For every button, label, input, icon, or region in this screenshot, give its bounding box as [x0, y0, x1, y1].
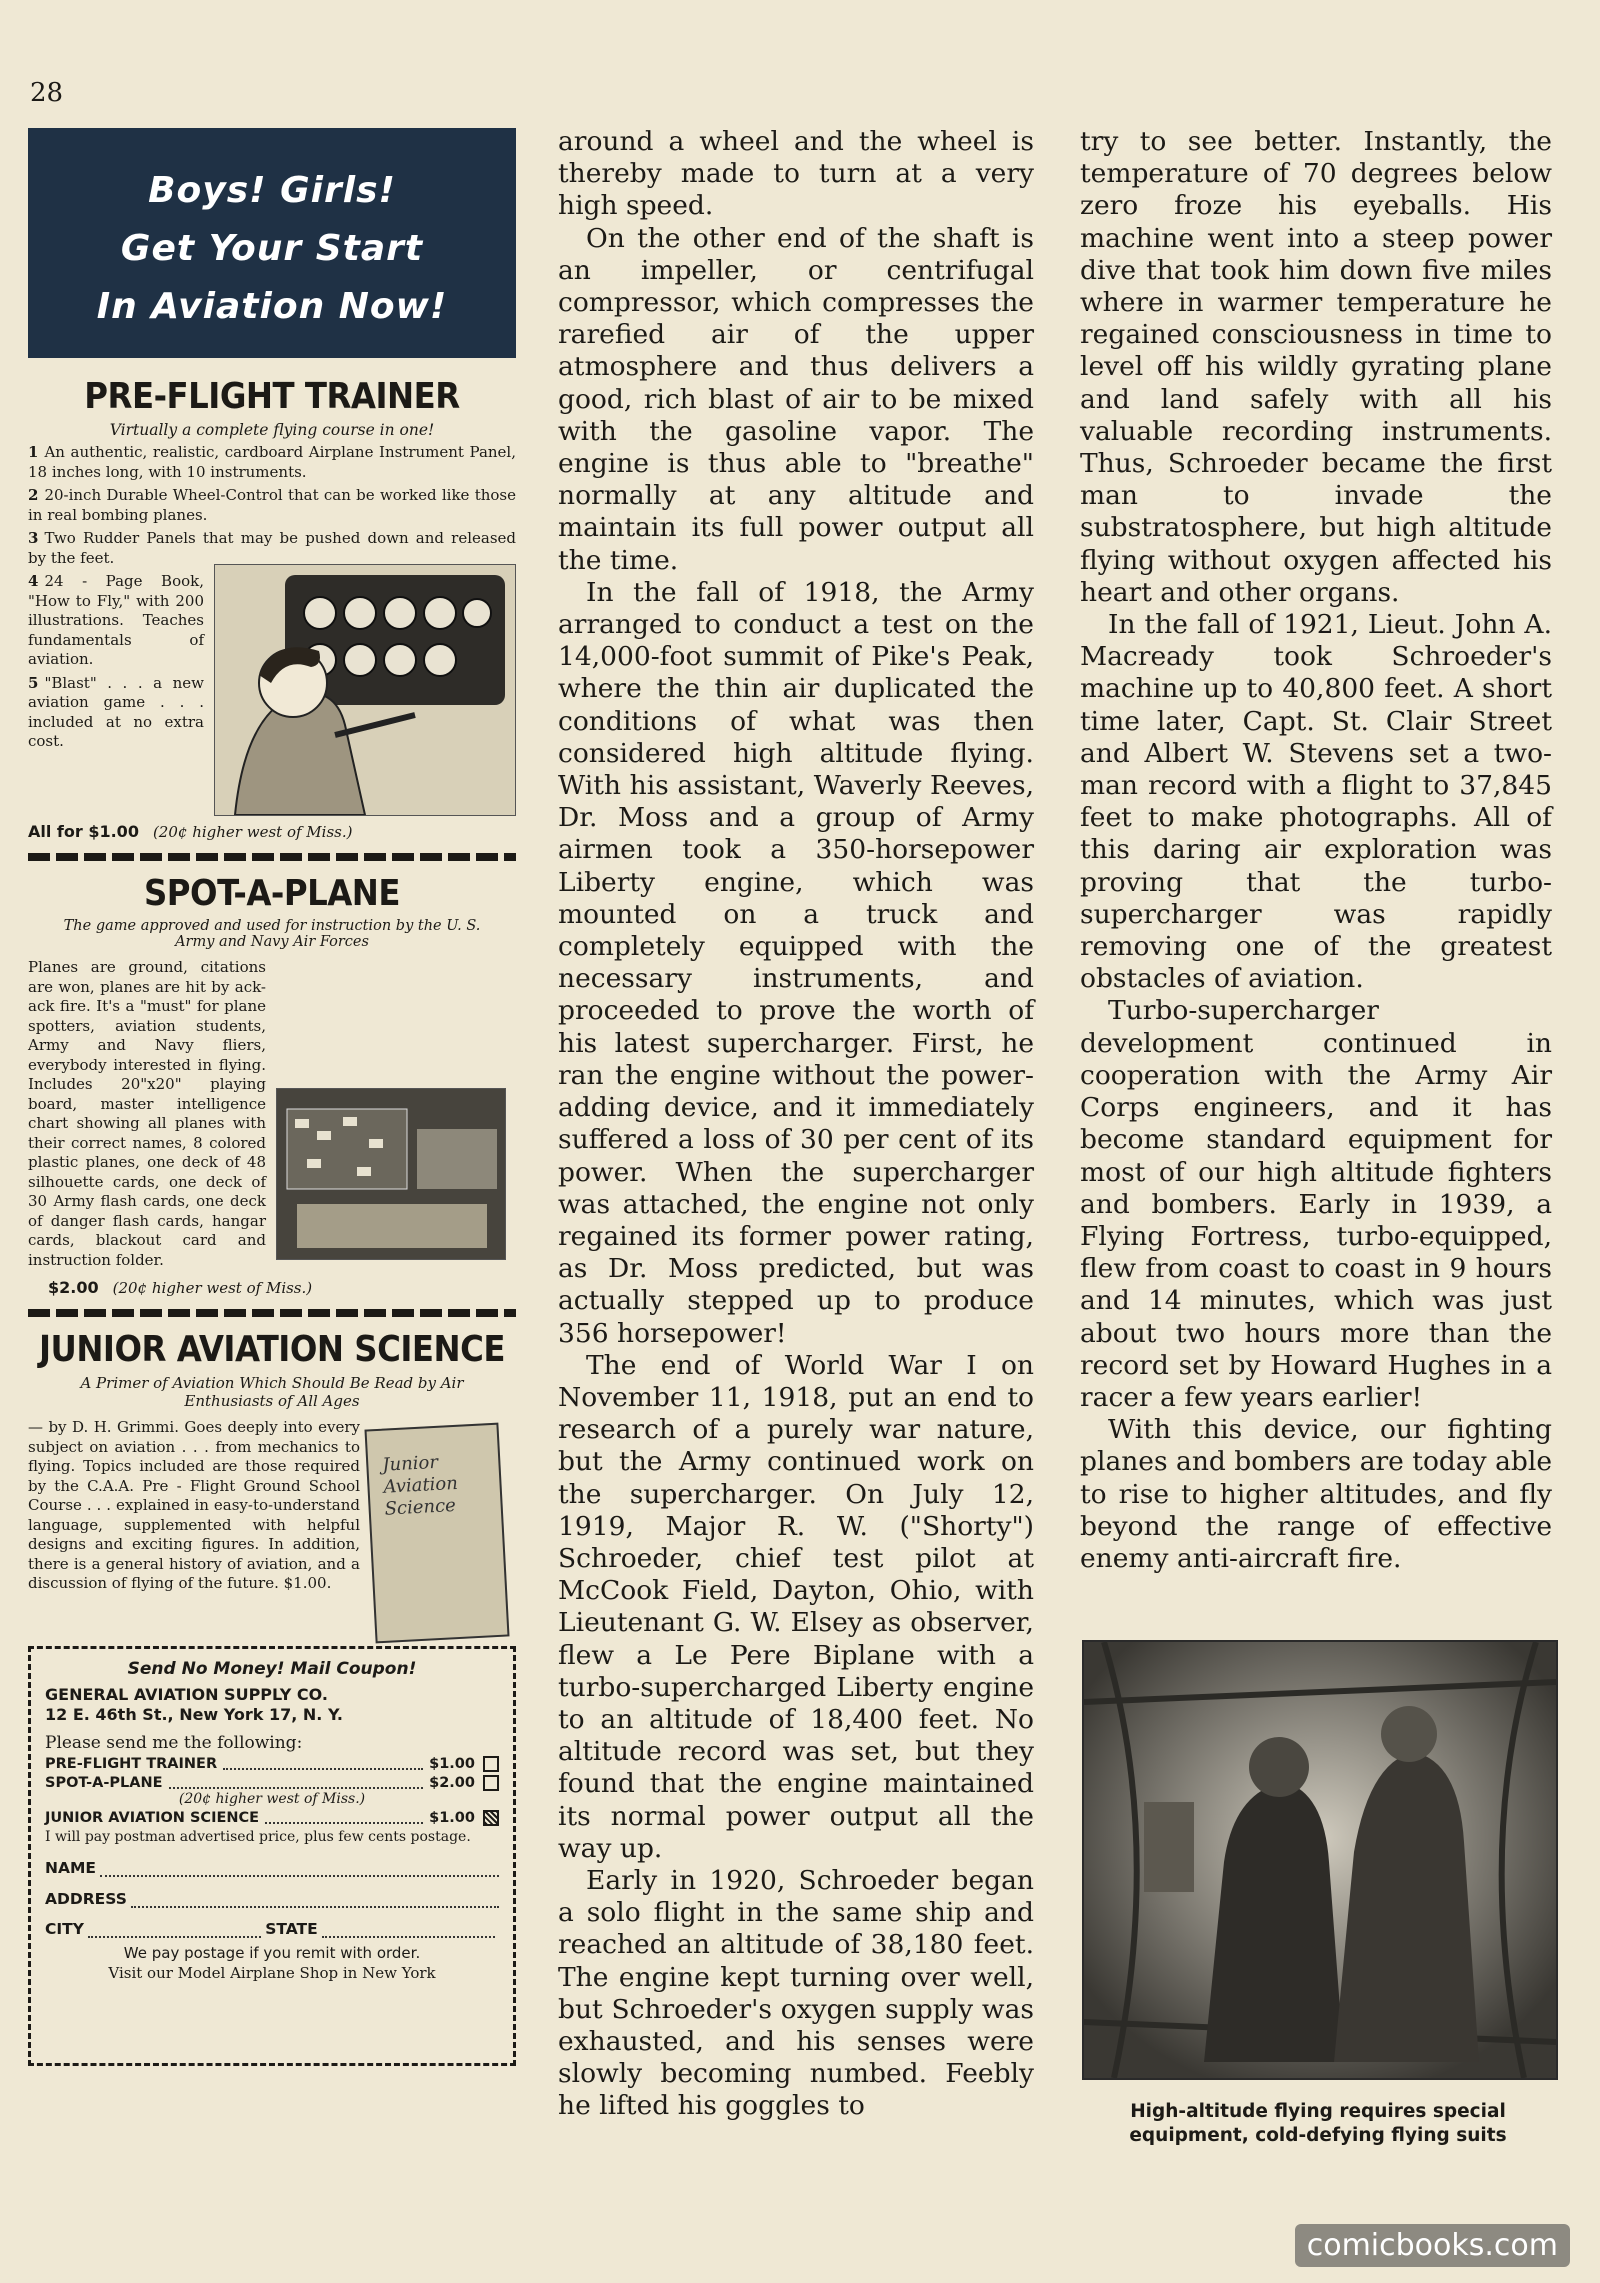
- spot-a-plane-illustration: [276, 1088, 506, 1260]
- spot-a-plane-title: SPOT-A-PLANE: [143, 873, 401, 914]
- address-field[interactable]: ADDRESS: [45, 1890, 499, 1908]
- postman-note: I will pay postman advertised price, plus few cents postage.: [45, 1829, 471, 1845]
- article-paragraph: Turbo-supercharger development continued in cooperation with the Army Air Corps engineers, and it has become standard equipment for most of our high altitude fighters and bombers. Early in 1939, a Flying Fortress, turbo-equipped, flew from coast to coast in 9 hours and 14 minutes, which was just about two hours more than the record set by Howard Hughes in a racer a few years earlier!: [1080, 995, 1552, 1413]
- spot-a-plane-note: (20¢ higher west of Miss.): [178, 1791, 366, 1807]
- photo-caption: High-altitude flying requires special equipment, cold-defying flying suits: [1129, 2101, 1507, 2146]
- coupon-address: 12 E. 46th St., New York 17, N. Y.: [45, 1705, 343, 1724]
- spot-a-plane-price: $2.00 (20¢ higher west of Miss.): [48, 1278, 313, 1297]
- trainer-illustration: [214, 564, 516, 816]
- pre-flight-subtitle: Virtually a complete flying course in one!: [109, 421, 435, 439]
- junior-aviation-body: — by D. H. Grimmi. Goes deeply into every subject on aviation . . . from mechanics to flying. Topics included are those required by the C.A.A. Pre - Flight Ground School Course . . . explained in easy-to-understand language, supplemented with helpful designs and exciting figures. In addition, there is a general history of aviation, and a discussion of flying of the future. $1.00.: [28, 1418, 360, 1592]
- ad-divider: [28, 853, 516, 861]
- pre-flight-title: PRE-FLIGHT TRAINER: [84, 376, 460, 417]
- watermark: comicbooks.com: [1295, 2224, 1570, 2267]
- city-state-field[interactable]: CITY STATE: [45, 1920, 499, 1938]
- order-checkbox[interactable]: [483, 1775, 499, 1791]
- article-paragraph: On the other end of the shaft is an impeller, or centrifugal compressor, which compresses the rarefied air of the upper atmosphere and thus delivers a good, rich blast of air to be mixed with the gasoline vapor. The engine is thus able to "breathe" normally at any altitude and maintain its full power output all the time.: [558, 222, 1034, 576]
- name-field[interactable]: NAME: [45, 1859, 499, 1877]
- spot-a-plane-subtitle: The game approved and used for instruction by the U. S. Army and Navy Air Forces: [63, 918, 481, 950]
- order-coupon: [28, 1646, 516, 2066]
- coupon-company: GENERAL AVIATION SUPPLY CO.: [45, 1685, 328, 1704]
- article-paragraph: The end of World War I on November 11, 1918, put an end to research of a purely war nature, but the Army continued work on the supercharger. On July 12, 1919, Major R. W. ("Shorty") Schroeder, chief test pilot at McCook Field, Dayton, Ohio, with Lieutenant G. W. Elsey as observer, flew a Le Pere Biplane with a turbo-supercharged Liberty engine to an altitude of 18,400 feet. No altitude record was set, but they found that the engine maintained its normal power output all the way up.: [558, 1349, 1034, 1864]
- feature-item: 2 20-inch Durable Wheel-Control that can be worked like those in real bombing planes.: [28, 486, 516, 524]
- feature-item: 3 Two Rudder Panels that may be pushed down and released by the feet.: [28, 529, 516, 567]
- flight-crew-photo: [1082, 1640, 1558, 2080]
- postage-note: We pay postage if you remit with order.: [123, 1944, 421, 1962]
- order-item-spot-a-plane: SPOT-A-PLANE $2.00: [45, 1775, 499, 1791]
- article-paragraph: With this device, our fighting planes and bombers are today able to rise to higher altitudes, and fly beyond the range of effective enemy anti-aircraft fire.: [1080, 1414, 1552, 1574]
- article-paragraph: Early in 1920, Schroeder began a solo flight in the same ship and reached an altitude of 38,180 feet. The engine kept turning over well, but Schroeder's oxygen supply was exhausted, and his senses were slowly becoming numbed. Feebly he lifted his goggles to: [558, 1864, 1034, 2122]
- feature-item: 1 An authentic, realistic, cardboard Airplane Instrument Panel, 18 inches long, with 10 instruments.: [28, 443, 516, 481]
- article-paragraph: In the fall of 1918, the Army arranged to conduct a test on the 14,000-foot summit of Pike's Peak, where the thin air duplicated the conditions of what was then considered high altitude flying. With his assistant, Waverly Reeves, Dr. Moss and a group of Army airmen took a 350-horsepower Liberty engine, which was mounted on a truck and completely equipped with the necessary instruments, and proceeded to prove the worth of his latest supercharger. First, he ran the engine without the power-adding device, and it immediately suffered a loss of 30 per cent of its power. When the supercharger was attached, the engine not only regained its former power rating, as Dr. Moss predicted, but was actually stepped up to produce 356 horsepower!: [558, 576, 1034, 1349]
- ad-banner: [28, 128, 516, 358]
- shop-note: Visit our Model Airplane Shop in New York: [108, 1964, 436, 1982]
- banner-line: Boys! Girls!: [148, 170, 396, 211]
- order-item-pre-flight: PRE-FLIGHT TRAINER $1.00: [45, 1756, 499, 1772]
- coupon-heading: Send No Money! Mail Coupon!: [127, 1659, 417, 1679]
- order-checkbox[interactable]: [483, 1810, 499, 1826]
- book-cover-title: Junior Aviation Science: [381, 1451, 459, 1520]
- feature-item: 4 24 - Page Book, "How to Fly," with 200 illustrations. Teaches fundamentals of aviation.: [28, 572, 204, 668]
- article-column-right: [1080, 126, 1552, 1575]
- junior-aviation-title: JUNIOR AVIATION SCIENCE: [38, 1329, 506, 1370]
- order-item-junior-aviation: JUNIOR AVIATION SCIENCE $1.00: [45, 1810, 499, 1826]
- advertisement-column: [28, 128, 516, 2208]
- article-paragraph: try to see better. Instantly, the temperature of 70 degrees below zero froze his eyeballs. His machine went into a steep power dive that took him down five miles where in warmer temperature he regained consciousness in time to level off his wildly gyrating plane and land safely with all his valuable recording instruments. Thus, Schroeder became the first man to invade the substratosphere, but high altitude flying without oxygen affected his heart and other organs.: [1080, 126, 1552, 608]
- banner-line: Get Your Start: [120, 228, 424, 269]
- coupon-please: Please send me the following:: [45, 1733, 303, 1753]
- page-number: 28: [30, 78, 64, 108]
- order-checkbox[interactable]: [483, 1756, 499, 1772]
- feature-item: 5 "Blast" . . . a new aviation game . . . included at no extra cost.: [28, 673, 204, 750]
- banner-line: In Aviation Now!: [96, 286, 448, 327]
- article-paragraph: In the fall of 1921, Lieut. John A. Macready took Schroeder's machine up to 40,800 feet. A short time later, Capt. St. Clair Street and Albert W. Stevens set a two-man record with a flight to 37,845 feet to make photographs. All of this daring air exploration was proving that the turbo-supercharger was rapidly removing one of the greatest obstacles of aviation.: [1080, 609, 1552, 995]
- junior-aviation-subtitle: A Primer of Aviation Which Should Be Read by Air Enthusiasts of All Ages: [80, 1374, 464, 1410]
- pre-flight-price: All for $1.00 (20¢ higher west of Miss.): [28, 822, 353, 841]
- spot-a-plane-body: Planes are ground, citations are won, planes are hit by ack-ack fire. It's a "must" for plane spotters, aviation students, Army and Navy fliers, everybody interested in flying. Includes 20"x20" playing board, master intelligence chart showing all planes with their correct names, 8 colored plastic planes, one deck of 48 silhouette cards, one deck of 30 Army flash cards, one deck of danger flash cards, hangar cards, blackout card and instruction folder.: [28, 958, 266, 1269]
- article-column-middle: [558, 126, 1034, 2123]
- ad-divider: [28, 1309, 516, 1317]
- book-cover-illustration: [364, 1423, 509, 1644]
- article-paragraph: around a wheel and the wheel is thereby made to turn at a very high speed.: [558, 126, 1034, 222]
